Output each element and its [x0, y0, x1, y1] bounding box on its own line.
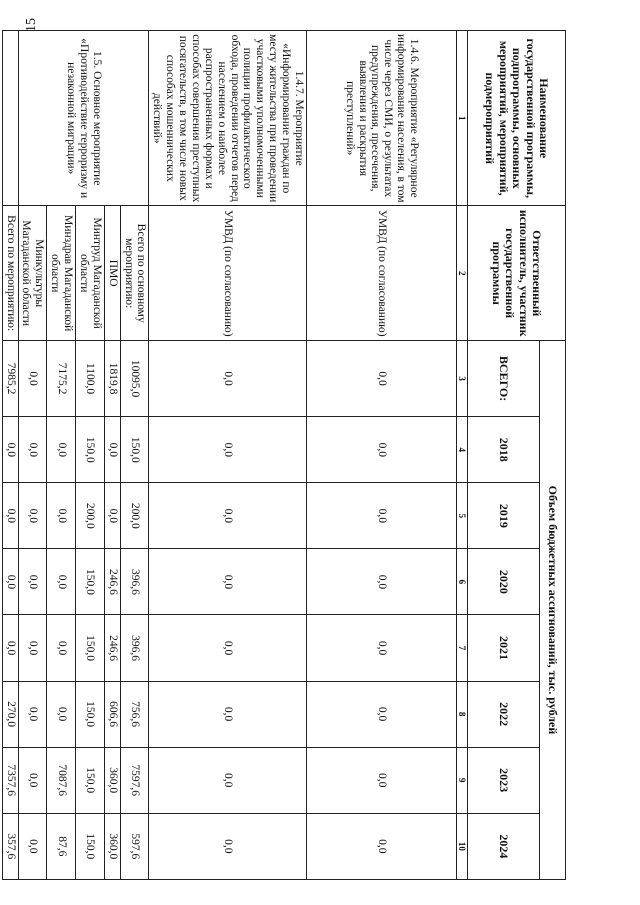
value-cell: 150,0: [76, 747, 105, 813]
column-number: 6: [456, 549, 467, 615]
column-number: 8: [456, 681, 467, 747]
value-cell: 7087,6: [47, 747, 76, 813]
column-numbers-row: [456, 31, 467, 880]
column-number: 4: [456, 417, 467, 483]
value-cell: 0,0: [47, 483, 76, 549]
value-cell: 7357,6: [2, 747, 18, 813]
executor-cell: Минтруд Магаданской области: [76, 206, 105, 340]
group-row: [120, 31, 149, 880]
header-year: 2021: [468, 615, 540, 681]
header-row-1: [540, 31, 566, 880]
executor-cell: Всего по мероприятию:: [2, 206, 18, 340]
value-cell: 597,6: [120, 813, 149, 879]
table-row: [149, 31, 307, 880]
value-cell: 0,0: [149, 417, 307, 483]
value-cell: 0,0: [149, 483, 307, 549]
value-cell: 1819,8: [104, 340, 120, 416]
value-cell: 0,0: [149, 549, 307, 615]
value-cell: 360,0: [104, 747, 120, 813]
value-cell: 150,0: [76, 417, 105, 483]
value-cell: 0,0: [149, 813, 307, 879]
value-cell: 0,0: [2, 483, 18, 549]
value-cell: 0,0: [306, 615, 456, 681]
value-cell: 0,0: [306, 483, 456, 549]
value-cell: 0,0: [47, 681, 76, 747]
value-cell: 0,0: [149, 747, 307, 813]
column-number: 1: [456, 31, 467, 206]
value-cell: 0,0: [47, 615, 76, 681]
column-number: 3: [456, 340, 467, 416]
value-cell: 0,0: [18, 813, 47, 879]
executor-cell: УМВД (по согласованию): [149, 206, 307, 340]
budget-table: [2, 30, 566, 880]
value-cell: 0,0: [18, 681, 47, 747]
rotated-table-wrapper: [4, 30, 566, 880]
value-cell: 10095,0: [120, 340, 149, 416]
executor-cell: УМВД (по согласованию): [306, 206, 456, 340]
header-executor: Ответственный исполнитель, участник государственной программы: [468, 206, 566, 340]
value-cell: 396,6: [120, 549, 149, 615]
measure-name: 1.4.7. Мероприятие «Информирование граждан по месту жительства при проведении участковыми уполномоченными полиции профилактического обхода, проведении отчетов перед населением о наиболее распространенных формах и способах совершения преступных посягательств, в том числе новых способах мошеннических действий»: [149, 31, 307, 206]
value-cell: 0,0: [18, 340, 47, 416]
column-number: 2: [456, 206, 467, 340]
value-cell: 756,6: [120, 681, 149, 747]
empty-name-cell: [2, 31, 18, 206]
table-row: [306, 31, 456, 880]
value-cell: 0,0: [306, 549, 456, 615]
header-year: 2019: [468, 483, 540, 549]
value-cell: 0,0: [149, 340, 307, 416]
value-cell: 357,6: [2, 813, 18, 879]
value-cell: 0,0: [306, 681, 456, 747]
value-cell: 0,0: [18, 549, 47, 615]
header-budget: Объем бюджетных ассигнований, тыс. рублей: [540, 340, 566, 879]
header-year: 2022: [468, 681, 540, 747]
value-cell: 0,0: [306, 813, 456, 879]
value-cell: 606,6: [104, 681, 120, 747]
value-cell: 1100,0: [76, 340, 105, 416]
value-cell: 0,0: [18, 417, 47, 483]
value-cell: 0,0: [47, 549, 76, 615]
column-number: 9: [456, 747, 467, 813]
value-cell: 0,0: [2, 549, 18, 615]
value-cell: 0,0: [149, 615, 307, 681]
measure-name: 1.4.6. Мероприятие «Регулярное информирование населения, в том числе через СМИ, о результатах предупреждения, пресечения, выявления и раскрытия преступлений»: [306, 31, 456, 206]
value-cell: 200,0: [76, 483, 105, 549]
value-cell: 0,0: [306, 417, 456, 483]
header-year: 2020: [468, 549, 540, 615]
value-cell: 0,0: [18, 747, 47, 813]
value-cell: 7597,6: [120, 747, 149, 813]
executor-cell: ПМО: [104, 206, 120, 340]
value-cell: 270,0: [2, 681, 18, 747]
group-name: 1.5. Основное мероприятие «Противодействие терроризму и незаконной миграции»: [18, 31, 149, 206]
column-number: 10: [456, 813, 467, 879]
value-cell: 7175,2: [47, 340, 76, 416]
header-year: 2024: [468, 813, 540, 879]
value-cell: 150,0: [76, 549, 105, 615]
value-cell: 0,0: [18, 615, 47, 681]
value-cell: 150,0: [76, 813, 105, 879]
value-cell: 396,6: [120, 615, 149, 681]
executor-cell: Всего по основному мероприятию:: [120, 206, 149, 340]
value-cell: 200,0: [120, 483, 149, 549]
value-cell: 246,6: [104, 549, 120, 615]
value-cell: 87,6: [47, 813, 76, 879]
value-cell: 150,0: [120, 417, 149, 483]
executor-cell: Минздрав Магаданской области: [47, 206, 76, 340]
header-year: 2018: [468, 417, 540, 483]
value-cell: 0,0: [104, 483, 120, 549]
value-cell: 0,0: [18, 483, 47, 549]
value-cell: 0,0: [104, 417, 120, 483]
column-number: 5: [456, 483, 467, 549]
value-cell: 0,0: [149, 681, 307, 747]
value-cell: 0,0: [47, 417, 76, 483]
value-cell: 0,0: [306, 340, 456, 416]
page-number-text: 15: [24, 17, 39, 32]
column-number: 7: [456, 615, 467, 681]
value-cell: 0,0: [2, 417, 18, 483]
value-cell: 0,0: [2, 615, 18, 681]
header-year: 2023: [468, 747, 540, 813]
executor-cell: Минкультуры Магаданской области: [18, 206, 47, 340]
value-cell: 246,6: [104, 615, 120, 681]
table-row: [2, 31, 18, 880]
value-cell: 0,0: [306, 747, 456, 813]
header-name: Наименование государственной программы, подпрограммы, основных мероприятий, мероприятий, подмероприятий: [468, 31, 566, 206]
value-cell: 150,0: [76, 681, 105, 747]
value-cell: 7985,2: [2, 340, 18, 416]
value-cell: 150,0: [76, 615, 105, 681]
header-total: ВСЕГО:: [468, 340, 540, 416]
value-cell: 360,0: [104, 813, 120, 879]
